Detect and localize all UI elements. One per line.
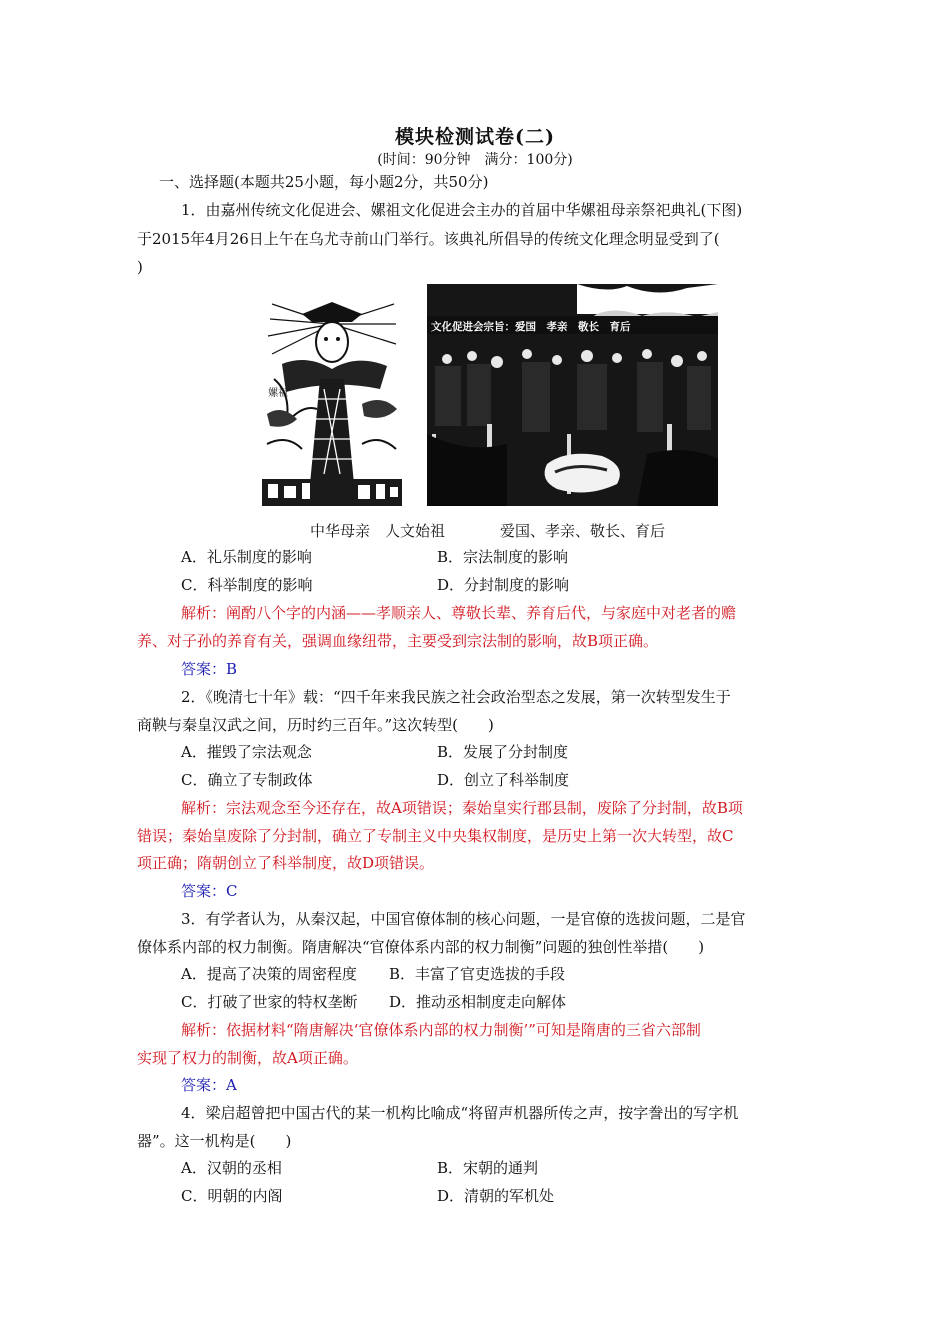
page-title: 模块检测试卷(二) [395, 126, 555, 148]
q3-stem-line-1: 3．有学者认为，从秦汉起，中国官僚体制的核心问题，一是官僚的选拔问题，二是官 [181, 910, 746, 928]
q1-figure-banner-text: 文化促进会宗旨：爱国 孝亲 敬长 育后 [431, 321, 631, 333]
q1-option-d: D．分封制度的影响 [437, 576, 570, 594]
q1-figure-left-label: 嫘祖 [268, 388, 288, 399]
q3-option-a: A．提高了决策的周密程度 [181, 965, 357, 983]
q3-option-b: B．丰富了官吏选拔的手段 [389, 965, 566, 983]
q1-analysis-line-2: 养、对子孙的养育有关，强调血缘纽带，主要受到宗法制的影响，故B项正确。 [137, 632, 659, 650]
q4-option-d: D．清朝的军机处 [437, 1187, 555, 1205]
q4-stem-line-2: 器”。这一机构是( ) [137, 1132, 292, 1150]
q2-analysis-line-3: 项正确；隋朝创立了科举制度，故D项错误。 [137, 854, 435, 872]
q1-figure-caption-left: 中华母亲 人文始祖 [310, 522, 446, 540]
q2-option-d: D．创立了科举制度 [437, 771, 570, 789]
q2-analysis-line-2: 错误；秦始皇废除了分封制，确立了专制主义中央集权制度，是历史上第一次大转型，故C [137, 827, 734, 845]
q2-option-c: C．确立了专制政体 [181, 771, 313, 789]
q3-stem-line-2: 僚体系内部的权力制衡。隋唐解决“官僚体系内部的权力制衡”问题的独创性举措( ) [137, 938, 705, 956]
q1-figure-leizu-illustration [262, 284, 402, 506]
q1-option-a: A．礼乐制度的影响 [181, 548, 312, 566]
q2-stem-line-2: 商鞅与秦皇汉武之间，历时约三百年。”这次转型( ) [137, 716, 494, 734]
q1-stem-line-3: ) [137, 258, 143, 276]
q4-option-c: C．明朝的内阁 [181, 1187, 283, 1205]
q2-analysis-line-1: 解析：宗法观念至今还存在，故A项错误；秦始皇实行郡县制，废除了分封制，故B项 [181, 799, 743, 817]
q1-option-c: C．科举制度的影响 [181, 576, 313, 594]
q1-figure-caption-right: 爱国、孝亲、敬长、育后 [500, 522, 666, 540]
q3-answer: 答案：A [181, 1076, 237, 1094]
exam-time-score: (时间：90分钟 满分：100分) [377, 152, 573, 168]
q2-option-a: A．摧毁了宗法观念 [181, 743, 312, 761]
q3-analysis-line-2: 实现了权力的制衡，故A项正确。 [137, 1049, 358, 1067]
q4-stem-line-1: 4．梁启超曾把中国古代的某一机构比喻成“将留声机器所传之声，按字誊出的写字机 [181, 1104, 739, 1122]
q4-option-b: B．宋朝的通判 [437, 1159, 539, 1177]
section-heading: 一、选择题(本题共25小题，每小题2分，共50分) [159, 173, 489, 191]
q2-stem-line-1: 2．《晚清七十年》载：“四千年来我民族之社会政治型态之发展，第一次转型发生于 [181, 688, 731, 706]
q2-option-b: B．发展了分封制度 [437, 743, 569, 761]
q3-option-c: C．打破了世家的特权垄断 [181, 993, 358, 1011]
q1-analysis-line-1: 解析：阐酌八个字的内涵——孝顺亲人、尊敬长辈、养育后代，与家庭中对老者的赡 [181, 604, 737, 622]
q3-option-d: D．推动丞相制度走向解体 [389, 993, 567, 1011]
q1-stem-line-2: 于2015年4月26日上午在乌尤寺前山门举行。该典礼所倡导的传统文化理念明显受到了( [137, 230, 720, 248]
q1-stem-line-1: 1．由嘉州传统文化促进会、嫘祖文化促进会主办的首届中华嫘祖母亲祭祀典礼(下图) [181, 201, 743, 219]
q2-answer: 答案：C [181, 882, 238, 900]
q3-analysis-line-1: 解析：依据材料“隋唐解决‘官僚体系内部的权力制衡’”可知是隋唐的三省六部制 [181, 1021, 701, 1039]
q1-figure-ceremony-photo [427, 284, 718, 506]
q1-option-b: B．宗法制度的影响 [437, 548, 569, 566]
q1-answer: 答案：B [181, 660, 238, 678]
q4-option-a: A．汉朝的丞相 [181, 1159, 282, 1177]
